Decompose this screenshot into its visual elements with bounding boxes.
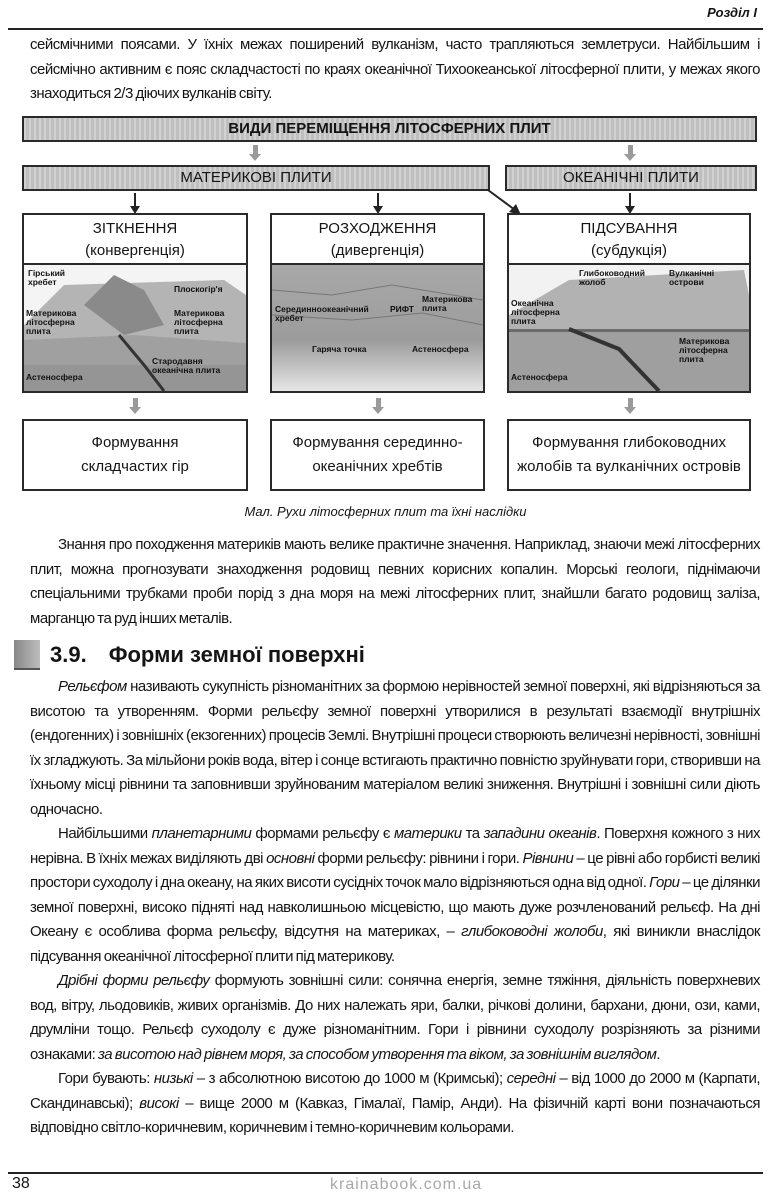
- paragraph: [30, 675, 760, 822]
- subduction-title: ПІДСУВАННЯ: [580, 220, 678, 237]
- diagram-label: Материкова літосферна плита: [174, 308, 225, 336]
- text-run: Знання про походження материків мають велике практичне значення. Наприклад, знаючи межі літосферних плит, можна прогнозувати знаходження родовищ певних корисних копалин. Морські геологи, піднімаючи спеціальними трубками проби порід з дна моря на межі літосферних плит, знайшли багато родовищ заліза, марганцю та руд інших металів.: [30, 536, 760, 627]
- oceanic-plates-box: ОКЕАНІЧНІ ПЛИТИ: [505, 165, 757, 191]
- subduction-term: (субдукція): [591, 242, 667, 259]
- text-run: – це рівні або горбисті великі простори суходолу і дна океану, на яких висоти сусідніх точок мало відрізняються одна від одної.: [30, 849, 760, 891]
- italic-term: западини океанів: [483, 825, 597, 842]
- italic-term: за висотою над рівнем моря, за способом утворення та віком, за зовнішнім виглядом: [97, 1045, 657, 1063]
- diagram-label: Гаряча точка: [312, 344, 367, 354]
- text-run: .: [656, 1045, 661, 1063]
- section-title: Форми земної поверхні: [108, 642, 365, 667]
- continental-plates-box: МАТЕРИКОВІ ПЛИТИ: [22, 165, 490, 191]
- convergence-title: ЗІТКНЕННЯ: [92, 220, 178, 237]
- section-marker-icon: [14, 640, 40, 670]
- italic-term: глибоководні жолоби: [461, 923, 603, 940]
- italic-term: основні: [266, 849, 315, 867]
- paragraph: [30, 822, 760, 969]
- diagram-label: Океанічна літосферна плита: [511, 298, 560, 326]
- intro-paragraph: [30, 33, 760, 107]
- footer-rule: [8, 1172, 763, 1174]
- convergence-result: Формування складчастих гір: [22, 419, 248, 491]
- diagram-label: РИФТ: [390, 304, 414, 314]
- italic-term: високі: [139, 1094, 179, 1112]
- diagram-label: Плоскогір'я: [174, 284, 223, 294]
- figure-caption: Мал. Рухи літосферних плит та їхні наслідки: [244, 504, 527, 519]
- diagram-label: Глибоководний жолоб: [579, 268, 645, 287]
- text-run: – це ділянки земної поверхні, високо підняті над навколишньою місцевістю, що мають дуже розчленований рельєф. На дні Океану є особлива форма рельєфу, відсутня на материках, –: [30, 874, 760, 940]
- subduction-illustration: [509, 265, 749, 391]
- divergence-illustration: [272, 265, 483, 391]
- section-number: 3.9.: [50, 642, 87, 667]
- text-run: формують зовнішні сили: сонячна енергія, земне тяжіння, діяльність поверхневих вод, вітру, льодовиків, живих організмів. До них належать яри, балки, річкові долини, бархани, дюни, ози, ками, друмліни тощо. Рельєф суходолу є дуже різноманітним. Гори і рівнини суходолу розрізняють за різними ознаками:: [30, 972, 761, 1063]
- text-run: . Поверхня кожного з них нерівна. В їхніх межах виділяють дві: [30, 825, 760, 867]
- text-run: форми рельєфу: рівнини і гори.: [314, 849, 523, 867]
- divergence-result: Формування серединно-океанічних хребтів: [270, 419, 485, 491]
- divergence-card: [270, 213, 485, 393]
- header-rule: [8, 28, 763, 30]
- convergence-term: (конвергенція): [85, 242, 185, 259]
- paragraph: [30, 1067, 760, 1141]
- text-run: та: [461, 825, 484, 842]
- convergence-illustration: [24, 265, 246, 391]
- divergence-term: (дивергенція): [330, 242, 425, 259]
- text-run: – від 1000 до 2000 м (Карпати, Скандинавські);: [30, 1070, 760, 1112]
- main-text: [30, 533, 760, 1141]
- page-number: 38: [12, 1175, 30, 1192]
- italic-term: Гори: [649, 874, 680, 891]
- text-run: – вище 2000 м (Кавказ, Гімалаї, Памір, Анди). На фізичній карті вони позначаються відповідно світло-коричневим, коричневим і темно-коричневим кольорами.: [30, 1094, 760, 1136]
- paragraph: [30, 533, 760, 631]
- diagram-label: Стародавня океанічна плита: [152, 356, 221, 375]
- italic-term: материки: [394, 825, 462, 842]
- diagram-label: Материкова літосферна плита: [26, 308, 77, 336]
- diagram-label: Астеносфера: [511, 372, 568, 382]
- diagram-label: Материкова плита: [422, 294, 473, 313]
- text-run: формами рельєфу є: [251, 825, 395, 842]
- italic-term: середні: [506, 1070, 556, 1087]
- divergence-cross-section: [272, 265, 483, 391]
- paragraph: [30, 969, 760, 1067]
- diagram-label: Астеносфера: [26, 372, 83, 382]
- text-run: Гори бувають:: [58, 1070, 154, 1087]
- section-header: Розділ І: [707, 5, 757, 20]
- italic-term: планетарними: [151, 825, 252, 842]
- diagram-label: Астеносфера: [412, 344, 469, 354]
- section-heading: [14, 639, 760, 671]
- text-run: – з абсолютною висотою до 1000 м (Кримські);: [192, 1070, 507, 1087]
- diagram-label: Вулканічні острови: [669, 268, 715, 287]
- italic-term: низькі: [153, 1070, 193, 1087]
- italic-term: Дрібні форми рельєфу: [58, 972, 210, 989]
- italic-term: Рельєфом: [58, 678, 127, 695]
- diagram-label: Гірський хребет: [28, 268, 66, 287]
- divergence-title: РОЗХОДЖЕННЯ: [318, 220, 437, 237]
- subduction-result: Формування глибоководних жолобів та вулканічних островів: [507, 419, 751, 491]
- text-run: сейсмічними поясами. У їхніх межах поширений вулканізм, часто трапляються землетруси. Найбільшим і сейсмічно активним є пояс складчастості по краях океанічної Тихоокеанської літосферної плити, у межах якого знаходиться 2/3 діючих вулканів світу.: [30, 36, 760, 102]
- diagram-label: Материкова літосферна плита: [679, 336, 730, 364]
- diagram-title: ВИДИ ПЕРЕМІЩЕННЯ ЛІТОСФЕРНИХ ПЛИТ: [22, 116, 757, 142]
- subduction-card: [507, 213, 751, 393]
- text-run: називають сукупність різноманітних за формою нерівностей земної поверхні, які відрізняються за висотою та утворенням. Форми рельєфу земної поверхні утворилися в результаті взаємодії внутрішніх (ендогенних) і зовнішніх (екзогенних) процесів Землі. Внутрішні процеси створюють величезні нерівності, зовнішні їх згладжують. За мільйони років вода, вітер і сонце встигають практично повністю зруйнувати гори, створивши на їхньому місці рівнини та заповнивши зруйнованим матеріалом великі зниження. Внутрішні і зовнішні сили діють одночасно.: [30, 678, 760, 818]
- diagram-label: Серединноокеанічний хребет: [275, 304, 369, 323]
- text-run: Найбільшими: [58, 825, 152, 842]
- convergence-card: [22, 213, 248, 393]
- italic-term: Рівнини: [522, 849, 574, 867]
- text-run: , які виникли внаслідок підсування океанічної літосферної плити під материкову.: [30, 923, 760, 965]
- watermark: krainabook.com.ua: [330, 1176, 483, 1193]
